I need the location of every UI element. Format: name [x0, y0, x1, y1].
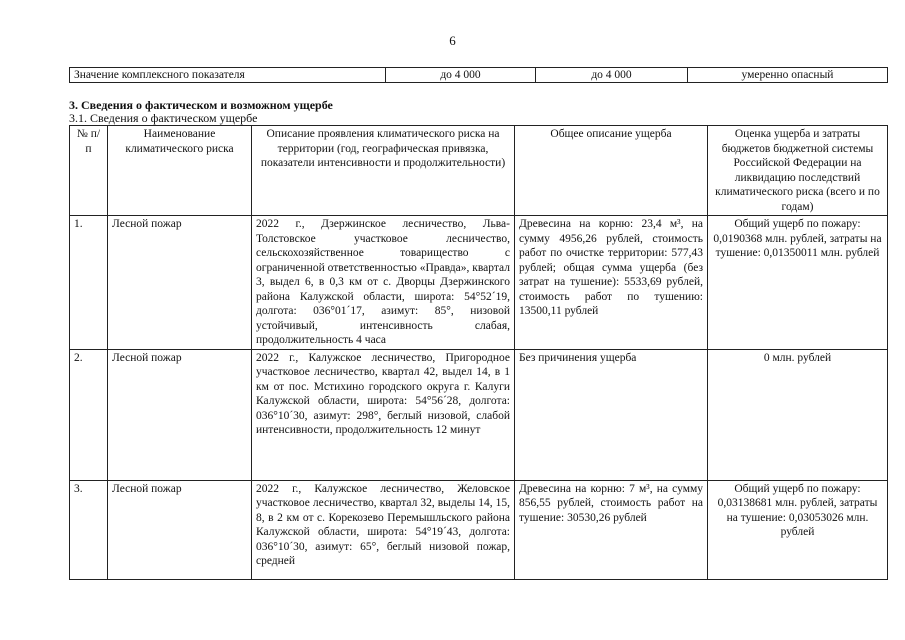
row-damage: Без причинения ущерба [515, 349, 708, 480]
summary-value: до 4 000 [386, 68, 536, 83]
header-description: Описание проявления климатического риска на территории (год, географическая привязка, показатели интенсивности и продолжительности) [252, 126, 515, 216]
row-num: 3. [70, 480, 108, 579]
section-subheading: 3.1. Сведения о фактическом ущербе [69, 111, 258, 125]
row-description: 2022 г., Дзержинское лесничество, Льва-Толстовское участковое лесничество, сельскохозяйственное товарищество с ограниченной ответственностью «Правда», квартал 3, выдел 6, в 0,3 км от с. Дворцы Дзержинского района Калужской области, широта: 54°52´19, долгота: 036°01´17, азимут: 85°, низовой устойчивый, интенсивность слабая, продолжительность 4 часа [252, 216, 515, 350]
row-name: Лесной пожар [108, 349, 252, 480]
row-damage: Древесина на корню: 23,4 м³, на сумму 4956,26 рублей, стоимость работ по очистке территории: 577,43 рублей; общая сумма ущерба (без затрат на тушение): 5533,69 рублей, стоимость работ по тушению: 13500,11 рублей [515, 216, 708, 350]
row-num: 2. [70, 349, 108, 480]
row-assessment: 0 млн. рублей [708, 349, 888, 480]
table-row [70, 216, 888, 350]
damage-table [69, 125, 888, 580]
table-header-row [70, 126, 888, 216]
row-name: Лесной пожар [108, 216, 252, 350]
summary-table [69, 67, 888, 83]
summary-label: Значение комплексного показателя [70, 68, 386, 83]
header-num: № п/п [70, 126, 108, 216]
row-num: 1. [70, 216, 108, 350]
section-heading: 3. Сведения о фактическом и возможном ущербе [69, 98, 333, 112]
summary-level: умеренно опасный [688, 68, 888, 83]
table-row [70, 480, 888, 579]
row-damage: Древесина на корню: 7 м³, на сумму 856,55 рублей, стоимость работ на тушение: 30530,26 рублей [515, 480, 708, 579]
row-description: 2022 г., Калужское лесничество, Пригородное участковое лесничество, квартал 42, выдел 14, в 1 км от пос. Мстихино городского округа г. Калуги Калужской области, широта: 54°56´28, долгота: 036°10´30, азимут: 298°, беглый низовой, слабой интенсивности, продолжительность 12 минут [252, 349, 515, 480]
header-name: Наименование климатического риска [108, 126, 252, 216]
header-damage: Общее описание ущерба [515, 126, 708, 216]
row-assessment: Общий ущерб по пожару: 0,03138681 млн. рублей, затраты на тушение: 0,03053026 млн. рублей [708, 480, 888, 579]
summary-value: до 4 000 [536, 68, 688, 83]
header-assessment: Оценка ущерба и затраты бюджетов бюджетной системы Российской Федерации на ликвидацию последствий климатического риска (всего и по годам) [708, 126, 888, 216]
row-assessment: Общий ущерб по пожару: 0,0190368 млн. рублей, затраты на тушение: 0,01350011 млн. рублей [708, 216, 888, 350]
page-number: 6 [449, 33, 456, 48]
row-name: Лесной пожар [108, 480, 252, 579]
row-description: 2022 г., Калужское лесничество, Желовское участковое лесничество, квартал 32, выделы 14, 15, 8, в 2 км от с. Корекозево Перемышльского района Калужской области, широта: 54°19´43, долгота: 036°10´30, азимут: 65°, беглый низовой пожар, средней [252, 480, 515, 579]
table-row [70, 349, 888, 480]
table-row [70, 68, 888, 83]
